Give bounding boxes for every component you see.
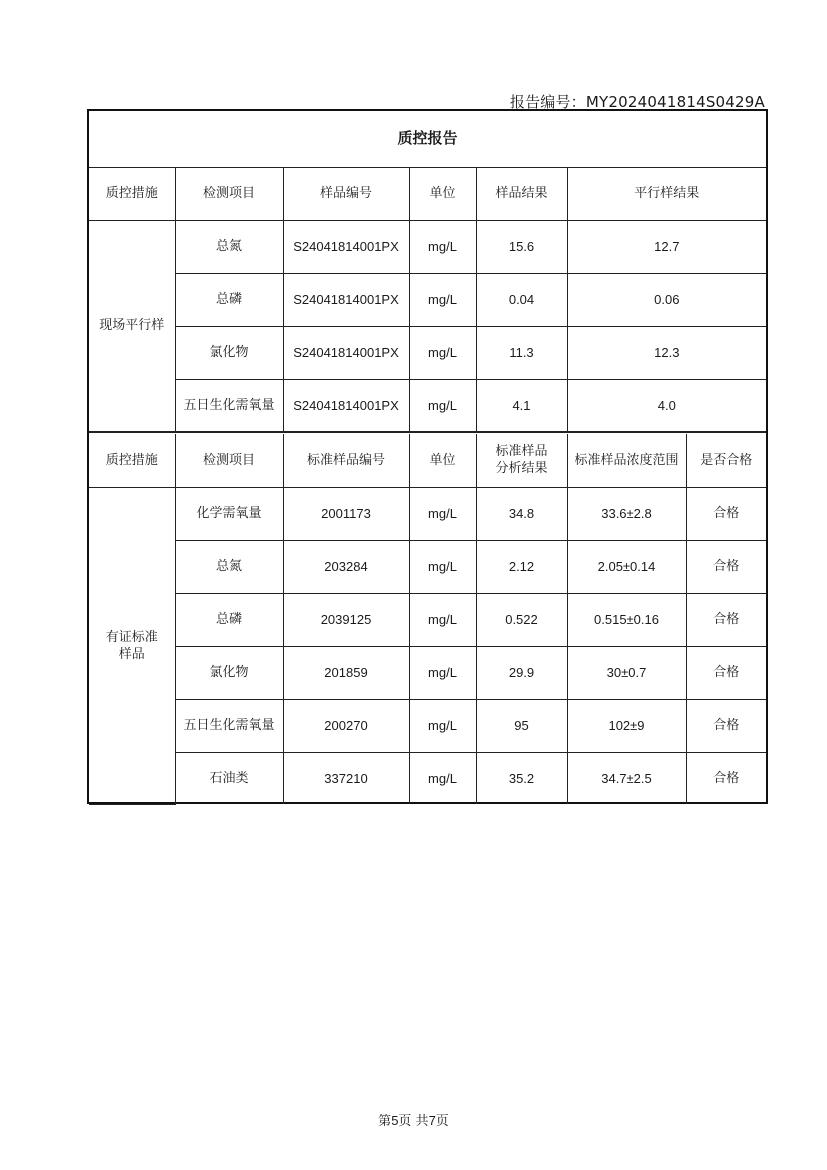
parallel-result: 12.3 xyxy=(567,326,766,379)
sample-result: 11.3 xyxy=(476,326,567,379)
sample-id: S24041814001PX xyxy=(283,220,409,273)
test-item: 五日生化需氧量 xyxy=(175,379,283,431)
unit: mg/L xyxy=(409,379,476,431)
std-range: 102±9 xyxy=(567,699,686,752)
header-unit: 单位 xyxy=(409,167,476,220)
sample-id: S24041814001PX xyxy=(283,326,409,379)
std-result: 35.2 xyxy=(476,752,567,804)
test-item: 总磷 xyxy=(175,593,283,646)
std-sample-id: 2001173 xyxy=(283,487,409,540)
std-sample-id: 200270 xyxy=(283,699,409,752)
report-title: 质控报告 xyxy=(89,111,766,167)
std-result: 34.8 xyxy=(476,487,567,540)
section-divider xyxy=(89,431,766,433)
unit: mg/L xyxy=(409,273,476,326)
unit: mg/L xyxy=(409,699,476,752)
test-item: 总氮 xyxy=(175,220,283,273)
certified-reference-table xyxy=(89,434,766,805)
pass-status: 合格 xyxy=(686,699,766,752)
test-item: 五日生化需氧量 xyxy=(175,699,283,752)
test-item: 化学需氧量 xyxy=(175,487,283,540)
header-test-item: 检测项目 xyxy=(175,434,283,487)
unit: mg/L xyxy=(409,593,476,646)
table-row xyxy=(89,273,766,326)
test-item: 氯化物 xyxy=(175,326,283,379)
report-number-label: 报告编号： xyxy=(509,93,586,111)
header-test-item: 检测项目 xyxy=(175,167,283,220)
header-sample-id: 样品编号 xyxy=(283,167,409,220)
qc-measure-parallel: 现场平行样 xyxy=(89,220,175,431)
table-row xyxy=(89,646,766,699)
pass-status: 合格 xyxy=(686,593,766,646)
qc-measure-certified: 有证标准 样品 xyxy=(89,487,175,804)
parallel-result: 4.0 xyxy=(567,379,766,431)
header-qc-measure: 质控措施 xyxy=(89,167,175,220)
header-parallel-result: 平行样结果 xyxy=(567,167,766,220)
std-result: 0.522 xyxy=(476,593,567,646)
unit: mg/L xyxy=(409,487,476,540)
pass-status: 合格 xyxy=(686,487,766,540)
sample-result: 0.04 xyxy=(476,273,567,326)
std-result: 2.12 xyxy=(476,540,567,593)
sample-result: 15.6 xyxy=(476,220,567,273)
std-range: 0.515±0.16 xyxy=(567,593,686,646)
std-range: 30±0.7 xyxy=(567,646,686,699)
sample-id: S24041814001PX xyxy=(283,273,409,326)
unit: mg/L xyxy=(409,220,476,273)
pass-status: 合格 xyxy=(686,540,766,593)
table-row xyxy=(89,540,766,593)
parallel-result: 12.7 xyxy=(567,220,766,273)
unit: mg/L xyxy=(409,326,476,379)
header-sample-result: 样品结果 xyxy=(476,167,567,220)
header-std-result: 标准样品 分析结果 xyxy=(476,434,567,487)
test-item: 总磷 xyxy=(175,273,283,326)
header-pass: 是否合格 xyxy=(686,434,766,487)
std-sample-id: 201859 xyxy=(283,646,409,699)
std-range: 34.7±2.5 xyxy=(567,752,686,804)
test-item: 总氮 xyxy=(175,540,283,593)
table-row xyxy=(89,487,766,540)
table-row xyxy=(89,326,766,379)
table-row xyxy=(89,220,766,273)
header-unit: 单位 xyxy=(409,434,476,487)
sample-result: 4.1 xyxy=(476,379,567,431)
header-std-range: 标准样品浓度范围 xyxy=(567,434,686,487)
std-range: 33.6±2.8 xyxy=(567,487,686,540)
table-row xyxy=(89,752,766,804)
unit: mg/L xyxy=(409,540,476,593)
page-number: 第5页 共7页 xyxy=(378,1113,449,1129)
table-row xyxy=(89,699,766,752)
std-range: 2.05±0.14 xyxy=(567,540,686,593)
std-result: 95 xyxy=(476,699,567,752)
test-item: 氯化物 xyxy=(175,646,283,699)
parallel-result: 0.06 xyxy=(567,273,766,326)
parallel-sample-table xyxy=(89,111,766,432)
test-item: 石油类 xyxy=(175,752,283,804)
header-std-sample-id: 标准样品编号 xyxy=(283,434,409,487)
pass-status: 合格 xyxy=(686,752,766,804)
pass-status: 合格 xyxy=(686,646,766,699)
sample-id: S24041814001PX xyxy=(283,379,409,431)
std-sample-id: 203284 xyxy=(283,540,409,593)
table-row xyxy=(89,593,766,646)
header-qc-measure: 质控措施 xyxy=(89,434,175,487)
std-sample-id: 2039125 xyxy=(283,593,409,646)
std-sample-id: 337210 xyxy=(283,752,409,804)
report-number-value: MY2024041814S0429A xyxy=(585,93,765,111)
qc-report-table xyxy=(87,109,768,804)
unit: mg/L xyxy=(409,646,476,699)
table-row xyxy=(89,379,766,431)
std-result: 29.9 xyxy=(476,646,567,699)
unit: mg/L xyxy=(409,752,476,804)
